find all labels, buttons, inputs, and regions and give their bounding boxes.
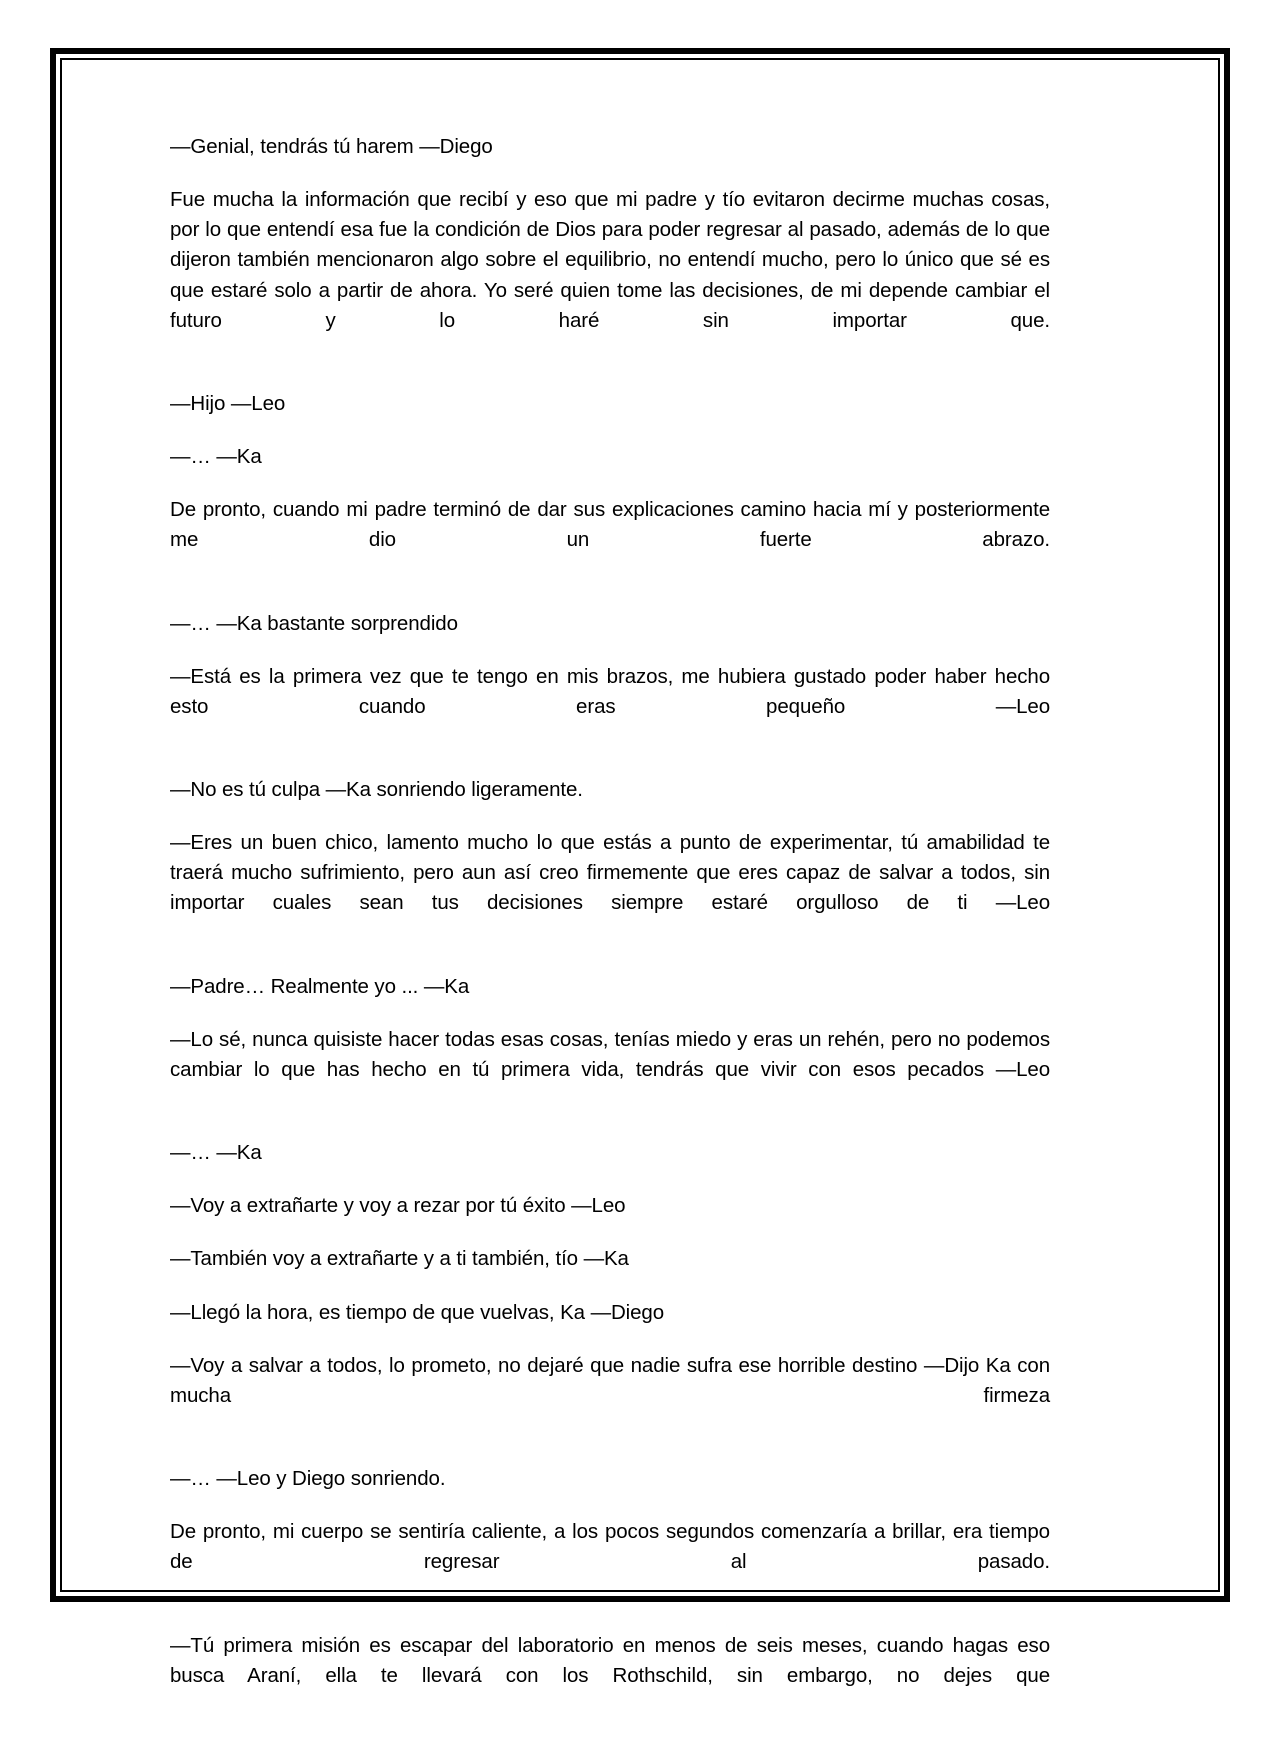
paragraph: —Genial, tendrás tú harem —Diego bbox=[170, 135, 493, 158]
paragraph: —… —Ka bbox=[170, 1141, 262, 1165]
page-frame-outer bbox=[50, 48, 1230, 1687]
paragraph: —Está es la primera vez que te tengo en mis brazos, me hubiera gustado poder haber hecho esto cuando eras pequeño —Leo bbox=[170, 664, 1050, 718]
paragraph: Fue mucha la información que recibí y eso que mi padre y tío evitaron decirme muchas cosas, por lo que entendí esa fue la condición de Dios para poder regresar al pasado, además de lo que dijeron también mencionaron algo sobre el equilibrio, no entendí mucho, pero lo único que sé es que estaré solo a partir de ahora. Yo seré quien tome las decisiones, de mi depende cambiar el futuro y lo haré sin importar que. bbox=[170, 188, 1050, 332]
paragraph: —… —Leo y Diego sonriendo. bbox=[170, 1467, 446, 1490]
paragraph: —Llegó la hora, es tiempo de que vuelvas, Ka —Diego bbox=[170, 1300, 665, 1324]
paragraph: —Eres un buen chico, lamento mucho lo que estás a punto de experimentar, tú amabilidad te traerá mucho sufrimiento, pero aun así creo firmemente que eres capaz de salvar a todos, sin importar cuales sean tus decisiones siempre estaré orgulloso de ti —Leo bbox=[170, 831, 1050, 915]
paragraph: —Voy a salvar a todos, lo prometo, no dejaré que nadie sufra ese horrible destino —Dijo Ka con mucha firmeza bbox=[170, 1353, 1050, 1407]
paragraph: —También voy a extrañarte y a ti también, tío —Ka bbox=[170, 1247, 629, 1271]
paragraph: —Hijo —Leo bbox=[170, 391, 286, 415]
paragraph: —Voy a extrañarte y voy a rezar por tú éxito —Leo bbox=[170, 1194, 626, 1218]
paragraph: —No es tú culpa —Ka sonriendo ligeramente. bbox=[170, 778, 583, 801]
paragraph: —… —Ka bbox=[170, 445, 262, 468]
paragraph: —Padre… Realmente yo ... —Ka bbox=[170, 974, 470, 998]
paragraph: De pronto, mi cuerpo se sentiría caliente, a los pocos segundos comenzaría a brillar, era tiempo de regresar al pasado. bbox=[170, 1520, 1050, 1574]
document-body bbox=[170, 132, 1050, 1744]
paragraph: —Tú primera misión es escapar del laboratorio en menos de seis meses, cuando hagas eso busca Araní, ella te llevará con los Rothschild, sin embargo, no dejes que bbox=[170, 1633, 1050, 1687]
page-frame-inner bbox=[60, 58, 1220, 1687]
paragraph: —Lo sé, nunca quisiste hacer todas esas cosas, tenías miedo y eras un rehén, pero no podemos cambiar lo que has hecho en tú primera vida, tendrás que vivir con esos pecados —Leo bbox=[170, 1027, 1050, 1081]
paragraph: —… —Ka bastante sorprendido bbox=[170, 611, 458, 635]
paragraph: De pronto, cuando mi padre terminó de dar sus explicaciones camino hacia mí y posteriormente me dio un fuerte abrazo. bbox=[170, 498, 1050, 552]
